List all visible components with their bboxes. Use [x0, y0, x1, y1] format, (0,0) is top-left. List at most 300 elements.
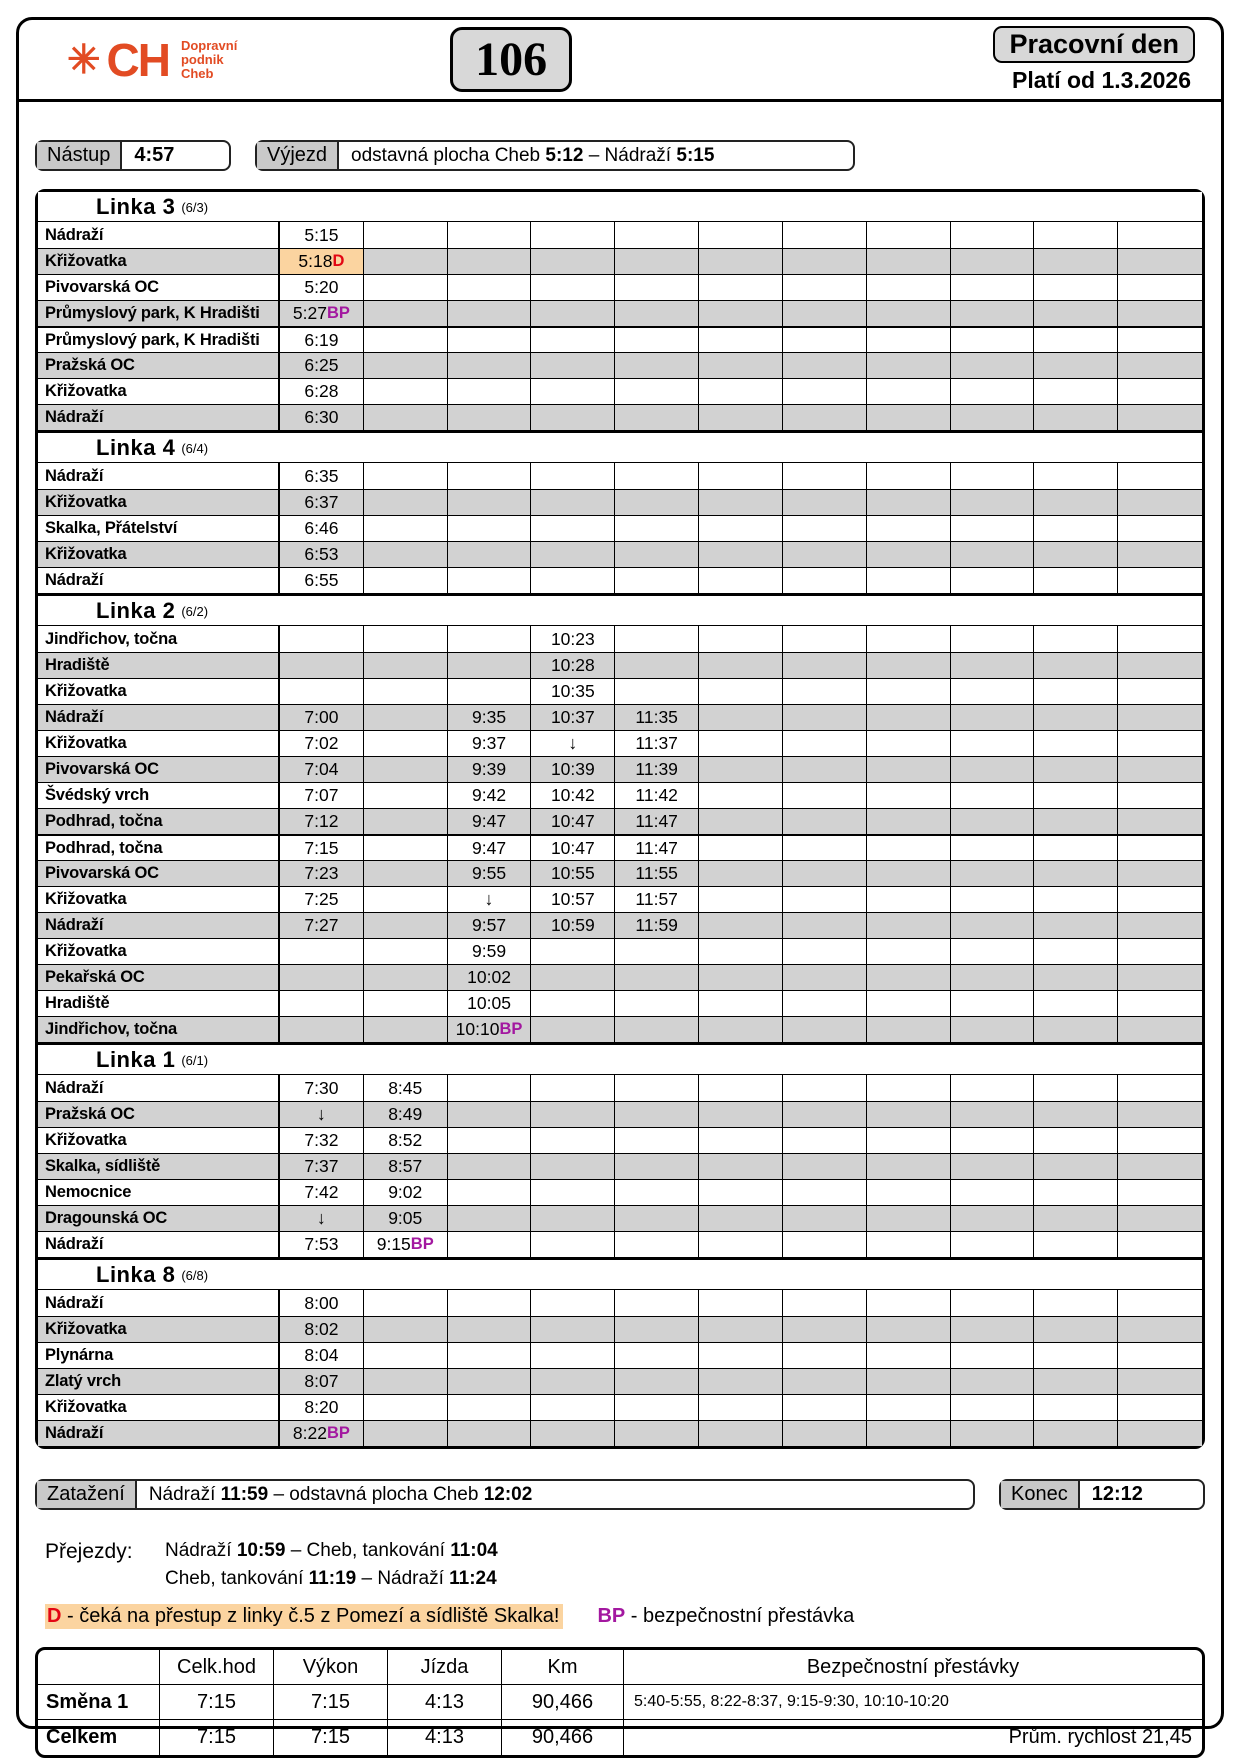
- time-cell: [951, 861, 1035, 886]
- time-cell: [783, 1128, 867, 1153]
- time-cell: [951, 757, 1035, 782]
- time-cell: 7:00: [280, 705, 364, 730]
- time-cell: 8:20: [280, 1395, 364, 1420]
- note-d-text: - čeká na přestup z linky č.5 z Pomezí a sídliště Skalka!: [61, 1605, 560, 1627]
- time-cell: 11:55: [615, 861, 699, 886]
- stop-name-cell: Podhrad, točna: [38, 836, 280, 860]
- time-cell: 11:42: [615, 783, 699, 808]
- time-cell: [615, 1232, 699, 1257]
- time-cell: [783, 836, 867, 860]
- time-cell: [951, 1154, 1035, 1179]
- time-cell: [867, 809, 951, 834]
- text-segment: 11:24: [449, 1568, 497, 1589]
- summary-header-km: Km: [502, 1650, 624, 1685]
- logo-line-2: podnik: [180, 51, 224, 67]
- time-cell: [699, 490, 783, 515]
- company-logo: [67, 33, 238, 86]
- section-ref: (6/4): [181, 441, 209, 456]
- time-cell: 7:15: [280, 836, 364, 860]
- time-cell: 9:47: [448, 836, 532, 860]
- time-cell: 11:59: [615, 913, 699, 938]
- time-cell: [1118, 490, 1202, 515]
- time-cell: [531, 965, 615, 990]
- section-ref: (6/3): [181, 200, 209, 215]
- time-cell: 8:52: [364, 1128, 448, 1153]
- time-cell: [448, 1075, 532, 1101]
- time-cell: [448, 679, 532, 704]
- time-cell: [615, 1180, 699, 1205]
- time-cell: [531, 328, 615, 352]
- text-segment: 12:02: [483, 1483, 533, 1505]
- time-cell: [867, 405, 951, 430]
- stop-name-cell: Nádraží: [38, 1075, 280, 1101]
- time-cell: [867, 568, 951, 593]
- time-cell: [448, 1290, 532, 1316]
- time-cell: [867, 1206, 951, 1231]
- time-cell: 7:37: [280, 1154, 364, 1179]
- time-cell: 7:25: [280, 887, 364, 912]
- stop-name-cell: Podhrad, točna: [38, 809, 280, 834]
- time-cell: [1118, 861, 1202, 886]
- time-cell: 9:39: [448, 757, 532, 782]
- end-box: [999, 1479, 1205, 1510]
- time-cell: [699, 1343, 783, 1368]
- time-cell: [1118, 542, 1202, 567]
- time-cell: 8:04: [280, 1343, 364, 1368]
- safety-break-flag: BP: [499, 1020, 523, 1038]
- time-cell: [867, 913, 951, 938]
- stop-name-cell: Nemocnice: [38, 1180, 280, 1205]
- time-cell: [1034, 328, 1118, 352]
- time-cell: [699, 653, 783, 678]
- time-cell: [1118, 249, 1202, 274]
- time-cell: 10:57: [531, 887, 615, 912]
- time-cell: [699, 783, 783, 808]
- time-cell: [1034, 783, 1118, 808]
- time-cell: [951, 1369, 1035, 1394]
- time-cell: [615, 1395, 699, 1420]
- time-cell: [1118, 516, 1202, 541]
- time-cell: [1118, 653, 1202, 678]
- time-cell: 7:02: [280, 731, 364, 756]
- time-cell: [1034, 1421, 1118, 1446]
- time-cell: [448, 653, 532, 678]
- time-cell: [867, 1232, 951, 1257]
- time-cell: [699, 1075, 783, 1101]
- time-cell: 8:07: [280, 1369, 364, 1394]
- time-cell: [783, 405, 867, 430]
- time-cell: [531, 1369, 615, 1394]
- line-section: [38, 593, 1202, 1042]
- summary-header-breaks: Bezpečnostní přestávky: [624, 1650, 1202, 1685]
- time-cell: [699, 1421, 783, 1446]
- timetable-row: [38, 1394, 1202, 1420]
- time-cell: [867, 679, 951, 704]
- time-cell: [783, 1075, 867, 1101]
- time-cell: [699, 809, 783, 834]
- time-cell: [783, 653, 867, 678]
- time-cell: 9:55: [448, 861, 532, 886]
- time-cell: [615, 328, 699, 352]
- time-cell: [867, 757, 951, 782]
- time-cell: [1118, 626, 1202, 652]
- time-cell: [699, 1369, 783, 1394]
- time-cell: [1034, 249, 1118, 274]
- time-cell: [783, 1154, 867, 1179]
- stop-name-cell: Křižovatka: [38, 1317, 280, 1342]
- time-cell: [1034, 861, 1118, 886]
- time-cell: [867, 887, 951, 912]
- time-cell: [867, 301, 951, 326]
- stop-name-cell: Křižovatka: [38, 1395, 280, 1420]
- time-cell: [1034, 731, 1118, 756]
- time-cell: [867, 1369, 951, 1394]
- time-cell: 8:49: [364, 1102, 448, 1127]
- pull-in-label: Zatažení: [37, 1481, 137, 1508]
- time-cell: [1118, 836, 1202, 860]
- time-cell: [364, 249, 448, 274]
- header-right-block: [865, 26, 1195, 94]
- page-content: [19, 140, 1221, 1758]
- time-cell: [448, 301, 532, 326]
- time-cell: [280, 939, 364, 964]
- time-cell: [615, 1128, 699, 1153]
- time-cell: [867, 379, 951, 404]
- time-cell: [615, 679, 699, 704]
- text-segment: – Nádraží: [583, 144, 677, 166]
- timetable-row: [38, 1316, 1202, 1342]
- time-cell: [364, 1395, 448, 1420]
- time-cell: 6:19: [280, 328, 364, 352]
- note-safety-break: [597, 1605, 854, 1628]
- time-cell: [951, 626, 1035, 652]
- time-cell: [867, 328, 951, 352]
- time-cell: [364, 275, 448, 300]
- time-cell: [699, 328, 783, 352]
- time-cell: [951, 379, 1035, 404]
- time-cell: [699, 1317, 783, 1342]
- time-cell: [1118, 222, 1202, 248]
- time-cell: [1034, 991, 1118, 1016]
- time-cell: [448, 1317, 532, 1342]
- text-segment: – Nádraží: [356, 1568, 450, 1589]
- time-cell: [1034, 653, 1118, 678]
- time-cell: [615, 379, 699, 404]
- time-cell: [699, 379, 783, 404]
- time-cell: [783, 516, 867, 541]
- time-cell: [615, 1017, 699, 1042]
- note-transfer-wait: [45, 1604, 563, 1629]
- timetable-row: [38, 626, 1202, 652]
- time-cell: [280, 991, 364, 1016]
- section-title: Linka 3: [96, 193, 176, 219]
- section-ref: (6/2): [181, 604, 209, 619]
- safety-break-flag: BP: [326, 304, 350, 322]
- time-cell: 8:57: [364, 1154, 448, 1179]
- stop-name-cell: Nádraží: [38, 222, 280, 248]
- logo-company-name: [181, 39, 237, 81]
- time-cell: [783, 1017, 867, 1042]
- time-cell: [783, 1421, 867, 1446]
- time-cell: [867, 783, 951, 808]
- time-cell: [867, 1421, 951, 1446]
- time-cell: [1118, 1232, 1202, 1257]
- time-cell: [615, 1154, 699, 1179]
- stop-name-cell: Hradiště: [38, 653, 280, 678]
- timetable-row: [38, 1016, 1202, 1042]
- transfer-line: [165, 1568, 498, 1590]
- pull-out-box: [255, 140, 855, 171]
- line-section: [38, 430, 1202, 593]
- time-cell: [951, 328, 1035, 352]
- time-cell: [1118, 1180, 1202, 1205]
- time-cell: [1118, 1343, 1202, 1368]
- time-cell: [364, 626, 448, 652]
- stop-name-cell: Pekařská OC: [38, 965, 280, 990]
- time-cell: [783, 301, 867, 326]
- time-cell: [1118, 463, 1202, 489]
- stop-name-cell: Nádraží: [38, 913, 280, 938]
- time-cell: 9:05: [364, 1206, 448, 1231]
- time-cell: [531, 490, 615, 515]
- time-cell: [951, 1128, 1035, 1153]
- time-cell: 7:30: [280, 1075, 364, 1101]
- time-cell: [867, 1343, 951, 1368]
- time-cell: 9:37: [448, 731, 532, 756]
- time-cell: [699, 405, 783, 430]
- time-cell: [699, 516, 783, 541]
- flag-bp-code: BP: [597, 1605, 626, 1627]
- skip-stop-arrow: ↓: [531, 731, 615, 756]
- stop-name-cell: Pivovarská OC: [38, 861, 280, 886]
- time-cell: 10:28: [531, 653, 615, 678]
- time-cell: [783, 275, 867, 300]
- time-cell: [448, 1343, 532, 1368]
- time-cell: 7:04: [280, 757, 364, 782]
- time-cell: [867, 1102, 951, 1127]
- timetable-row: [38, 567, 1202, 593]
- time-cell: [448, 1180, 532, 1205]
- time-cell: [1118, 1317, 1202, 1342]
- time-cell: 9:57: [448, 913, 532, 938]
- time-cell: [1118, 1369, 1202, 1394]
- timetable-row: [38, 730, 1202, 756]
- time-cell: [531, 222, 615, 248]
- time-cell: [951, 1395, 1035, 1420]
- time-cell: [448, 1128, 532, 1153]
- time-cell: [1034, 379, 1118, 404]
- time-cell: [615, 965, 699, 990]
- time-cell: [615, 939, 699, 964]
- section-ref: (6/8): [181, 1268, 209, 1283]
- flag-d-code: D: [47, 1605, 62, 1627]
- text-segment: 11:59: [220, 1483, 269, 1505]
- time-cell: [867, 1317, 951, 1342]
- timetable-row: [38, 834, 1202, 860]
- time-cell: [1034, 542, 1118, 567]
- end-row: [35, 1479, 1205, 1510]
- time-cell: [1118, 301, 1202, 326]
- time-cell: [531, 405, 615, 430]
- time-cell: [951, 809, 1035, 834]
- time-cell: [951, 1180, 1035, 1205]
- time-cell: [364, 463, 448, 489]
- time-cell: 6:28: [280, 379, 364, 404]
- time-cell: [1118, 353, 1202, 378]
- time-cell: [531, 1206, 615, 1231]
- time-cell: [615, 626, 699, 652]
- time-cell: [867, 1290, 951, 1316]
- boarding-box: [35, 140, 231, 171]
- time-cell: [783, 542, 867, 567]
- time-cell: [951, 939, 1035, 964]
- timetable-row: [38, 782, 1202, 808]
- pull-in-box: [35, 1479, 975, 1510]
- time-cell: [1118, 679, 1202, 704]
- time-cell: [867, 731, 951, 756]
- time-cell: [951, 991, 1035, 1016]
- time-cell: [951, 1102, 1035, 1127]
- time-cell: 9:35: [448, 705, 532, 730]
- time-cell: [1034, 1128, 1118, 1153]
- time-cell: 7:27: [280, 913, 364, 938]
- time-cell: 6:55: [280, 568, 364, 593]
- transfers-lines: [165, 1540, 498, 1590]
- logo-line-1: Dopravní: [180, 37, 238, 53]
- summary-header-celk-hod: Celk.hod: [160, 1650, 274, 1685]
- start-row: [35, 140, 1205, 171]
- time-cell: [951, 1343, 1035, 1368]
- time-cell: 7:12: [280, 809, 364, 834]
- time-cell: [699, 991, 783, 1016]
- valid-from-text: Platí od 1.3.2026: [1012, 66, 1191, 93]
- time-cell: [783, 1317, 867, 1342]
- timetable-row: [38, 860, 1202, 886]
- timetable-row: [38, 248, 1202, 274]
- time-cell: [699, 1232, 783, 1257]
- time-cell: [1034, 275, 1118, 300]
- timetable-row: [38, 1127, 1202, 1153]
- time-cell: [1118, 379, 1202, 404]
- time-cell: [448, 1017, 532, 1042]
- time-text: 10:10: [455, 1019, 500, 1039]
- timetable-row: [38, 1205, 1202, 1231]
- time-cell: [364, 301, 448, 326]
- text-segment: 11:19: [308, 1568, 357, 1589]
- timetable-row: [38, 541, 1202, 567]
- time-cell: [1118, 705, 1202, 730]
- text-segment: 10:59: [236, 1540, 286, 1561]
- time-text: 8:22: [292, 1423, 327, 1443]
- section-header-row: [38, 596, 1202, 626]
- time-cell: 6:35: [280, 463, 364, 489]
- time-cell: [615, 301, 699, 326]
- time-cell: [1034, 1102, 1118, 1127]
- time-cell: [1118, 275, 1202, 300]
- time-cell: [615, 490, 699, 515]
- time-cell: [699, 222, 783, 248]
- time-cell: [1118, 809, 1202, 834]
- time-cell: [1034, 1343, 1118, 1368]
- timetable-row: [38, 274, 1202, 300]
- time-cell: [951, 463, 1035, 489]
- time-cell: [867, 1017, 951, 1042]
- time-cell: [1118, 1128, 1202, 1153]
- time-cell: [867, 1128, 951, 1153]
- time-cell: 10:02: [448, 965, 532, 990]
- time-cell: [1034, 463, 1118, 489]
- section-title: Linka 8: [96, 1261, 176, 1287]
- time-cell: [699, 1017, 783, 1042]
- time-cell: [615, 991, 699, 1016]
- page-header: [19, 20, 1221, 102]
- timetable-row: [38, 938, 1202, 964]
- time-cell: [364, 542, 448, 567]
- time-cell: [364, 991, 448, 1016]
- stop-name-cell: Pražská OC: [38, 1102, 280, 1127]
- time-cell: [364, 490, 448, 515]
- time-cell: [699, 1154, 783, 1179]
- time-cell: [364, 861, 448, 886]
- time-cell: 6:46: [280, 516, 364, 541]
- stop-name-cell: Křižovatka: [38, 887, 280, 912]
- time-cell: [867, 1154, 951, 1179]
- time-cell: [699, 757, 783, 782]
- time-cell: [699, 568, 783, 593]
- stop-name-cell: Nádraží: [38, 568, 280, 593]
- time-cell: [951, 405, 1035, 430]
- time-cell: [615, 1075, 699, 1101]
- time-cell: [615, 275, 699, 300]
- time-cell: [448, 490, 532, 515]
- time-cell: [1034, 1369, 1118, 1394]
- time-cell: [364, 405, 448, 430]
- time-cell: [280, 653, 364, 678]
- total-jizda: 4:13: [388, 1720, 502, 1755]
- time-text: 5:27: [292, 303, 327, 323]
- time-cell: [699, 965, 783, 990]
- time-cell: [951, 568, 1035, 593]
- time-cell: [364, 328, 448, 352]
- time-cell: [699, 1128, 783, 1153]
- page-border: [16, 17, 1224, 1748]
- time-cell: [951, 353, 1035, 378]
- stop-name-cell: Švédský vrch: [38, 783, 280, 808]
- time-cell: [783, 463, 867, 489]
- time-cell: 7:32: [280, 1128, 364, 1153]
- time-cell: [531, 1017, 615, 1042]
- time-cell: 7:23: [280, 861, 364, 886]
- time-cell: [783, 490, 867, 515]
- time-cell: 8:02: [280, 1317, 364, 1342]
- summary-table: [35, 1647, 1205, 1758]
- time-cell: [364, 705, 448, 730]
- transfer-line: [165, 1540, 498, 1562]
- time-cell: 9:02: [364, 1180, 448, 1205]
- time-cell: [951, 1017, 1035, 1042]
- text-segment: odstavná plocha Cheb: [351, 144, 546, 166]
- timetable-row: [38, 678, 1202, 704]
- time-cell: [531, 301, 615, 326]
- time-cell: [1034, 1075, 1118, 1101]
- boarding-time: 4:57: [134, 144, 175, 166]
- time-cell: [1118, 1154, 1202, 1179]
- time-cell: [615, 1369, 699, 1394]
- time-cell: [531, 1395, 615, 1420]
- stop-name-cell: Hradiště: [38, 991, 280, 1016]
- text-segment: Nádraží: [148, 1483, 221, 1505]
- time-cell: [364, 1017, 448, 1042]
